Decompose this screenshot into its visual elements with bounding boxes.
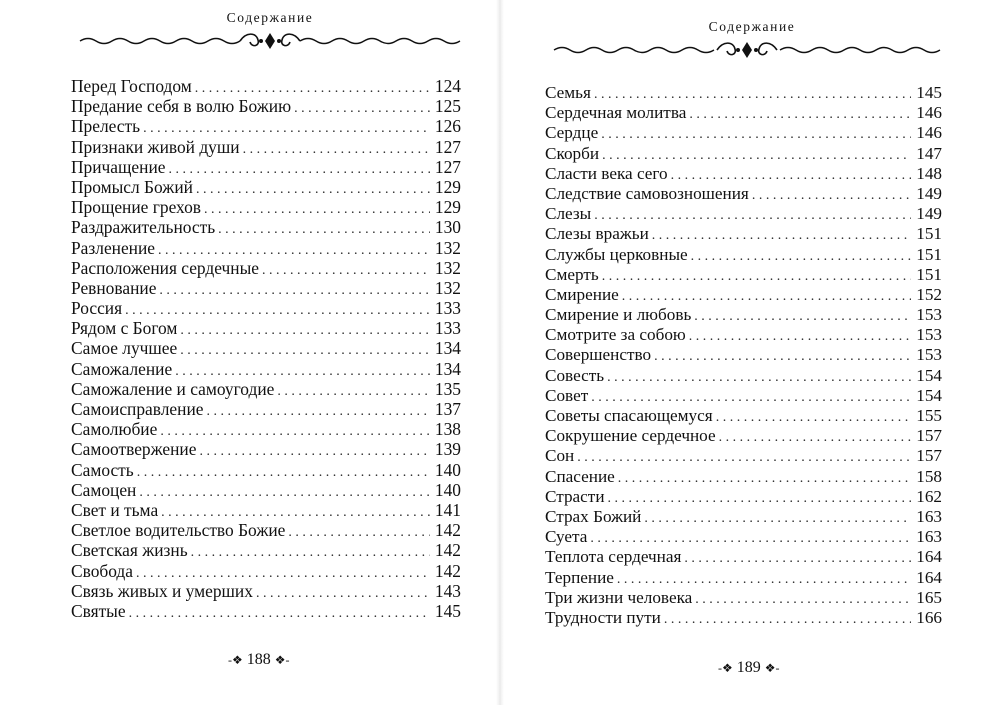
toc-entry: Терпение . . . 164 <box>545 568 942 588</box>
running-head: Содержание <box>226 10 314 25</box>
toc-entry: Святые . . . 145 <box>71 601 461 621</box>
toc-entry: Самоисправление . . . 137 <box>71 399 461 419</box>
page-number: -❖ 189 ❖- <box>718 659 780 676</box>
scroll-ornament-icon <box>552 39 942 61</box>
toc-entry: Сердце . . . 146 <box>545 123 942 143</box>
toc-entry: Самоцен . . . 140 <box>71 480 461 500</box>
toc-entry: Связь живых и умерших . . . 143 <box>71 581 461 601</box>
toc-entry: Самое лучшее . . . 134 <box>71 338 461 358</box>
toc-entry: Раздражительность . . . 130 <box>71 217 461 237</box>
running-head: Содержание <box>708 19 796 34</box>
toc-entry: Свет и тьма . . . 141 <box>71 500 461 520</box>
toc-entry: Саможаление . . . 134 <box>71 359 461 379</box>
toc-entry: Смерть . . . 151 <box>545 265 942 285</box>
toc-entry: Перед Господом . . . 124 <box>71 76 461 96</box>
toc-entry: Спасение . . . 158 <box>545 467 942 487</box>
toc-entry: Прелесть . . . 126 <box>71 116 461 136</box>
diamond-ornament-icon: -❖ <box>718 660 733 675</box>
toc-entry: Страх Божий . . . 163 <box>545 507 942 527</box>
toc-entry: Скорби . . . 147 <box>545 144 942 164</box>
toc-entry: Трудности пути . . . 166 <box>545 608 942 628</box>
toc-entry: Сласти века сего . . . 148 <box>545 164 942 184</box>
toc-entry: Слезы . . . 149 <box>545 204 942 224</box>
toc-entry: Слезы вражьи . . . 151 <box>545 224 942 244</box>
toc-list <box>545 83 942 628</box>
toc-entry: Теплота сердечная . . . 164 <box>545 547 942 567</box>
scroll-ornament-icon <box>78 30 462 52</box>
toc-entry: Совет . . . 154 <box>545 386 942 406</box>
toc-entry: Сердечная молитва . . . 146 <box>545 103 942 123</box>
toc-entry: Разленение . . . 132 <box>71 238 461 258</box>
toc-entry: Признаки живой души . . . 127 <box>71 137 461 157</box>
toc-entry: Смирение и любовь . . . 153 <box>545 305 942 325</box>
toc-entry: Предание себя в волю Божию . . . 125 <box>71 96 461 116</box>
toc-entry: Самость . . . 140 <box>71 460 461 480</box>
toc-entry: Рядом с Богом . . . 133 <box>71 318 461 338</box>
toc-entry: Смотрите за собою . . . 153 <box>545 325 942 345</box>
toc-entry: Промысл Божий . . . 129 <box>71 177 461 197</box>
toc-entry: Три жизни человека . . . 165 <box>545 588 942 608</box>
toc-entry: Расположения сердечные . . . 132 <box>71 258 461 278</box>
toc-entry: Самоотвержение . . . 139 <box>71 439 461 459</box>
toc-entry: Светлое водительство Божие . . . 142 <box>71 520 461 540</box>
toc-entry: Совесть . . . 154 <box>545 366 942 386</box>
toc-list <box>71 76 461 621</box>
toc-entry: Россия . . . 133 <box>71 298 461 318</box>
toc-entry: Семья . . . 145 <box>545 83 942 103</box>
toc-entry: Ревнование . . . 132 <box>71 278 461 298</box>
page-number: -❖ 188 ❖- <box>228 651 290 668</box>
toc-entry: Советы спасающемуся . . . 155 <box>545 406 942 426</box>
toc-entry: Совершенство . . . 153 <box>545 345 942 365</box>
toc-entry: Сокрушение сердечное . . . 157 <box>545 426 942 446</box>
toc-entry: Сон . . . 157 <box>545 446 942 466</box>
toc-entry: Смирение . . . 152 <box>545 285 942 305</box>
diamond-ornament-icon: ❖- <box>274 652 290 667</box>
toc-entry: Следствие самовозношения . . . 149 <box>545 184 942 204</box>
toc-entry: Службы церковные . . . 151 <box>545 245 942 265</box>
diamond-ornament-icon: -❖ <box>228 652 243 667</box>
toc-entry: Страсти . . . 162 <box>545 487 942 507</box>
right-page <box>500 0 1000 705</box>
toc-entry: Светская жизнь . . . 142 <box>71 540 461 560</box>
toc-entry: Саможаление и самоугодие . . . 135 <box>71 379 461 399</box>
diamond-ornament-icon: ❖- <box>764 660 780 675</box>
toc-entry: Причащение . . . 127 <box>71 157 461 177</box>
toc-entry: Прощение грехов . . . 129 <box>71 197 461 217</box>
toc-entry: Свобода . . . 142 <box>71 561 461 581</box>
toc-entry: Самолюбие . . . 138 <box>71 419 461 439</box>
toc-entry: Суета . . . 163 <box>545 527 942 547</box>
